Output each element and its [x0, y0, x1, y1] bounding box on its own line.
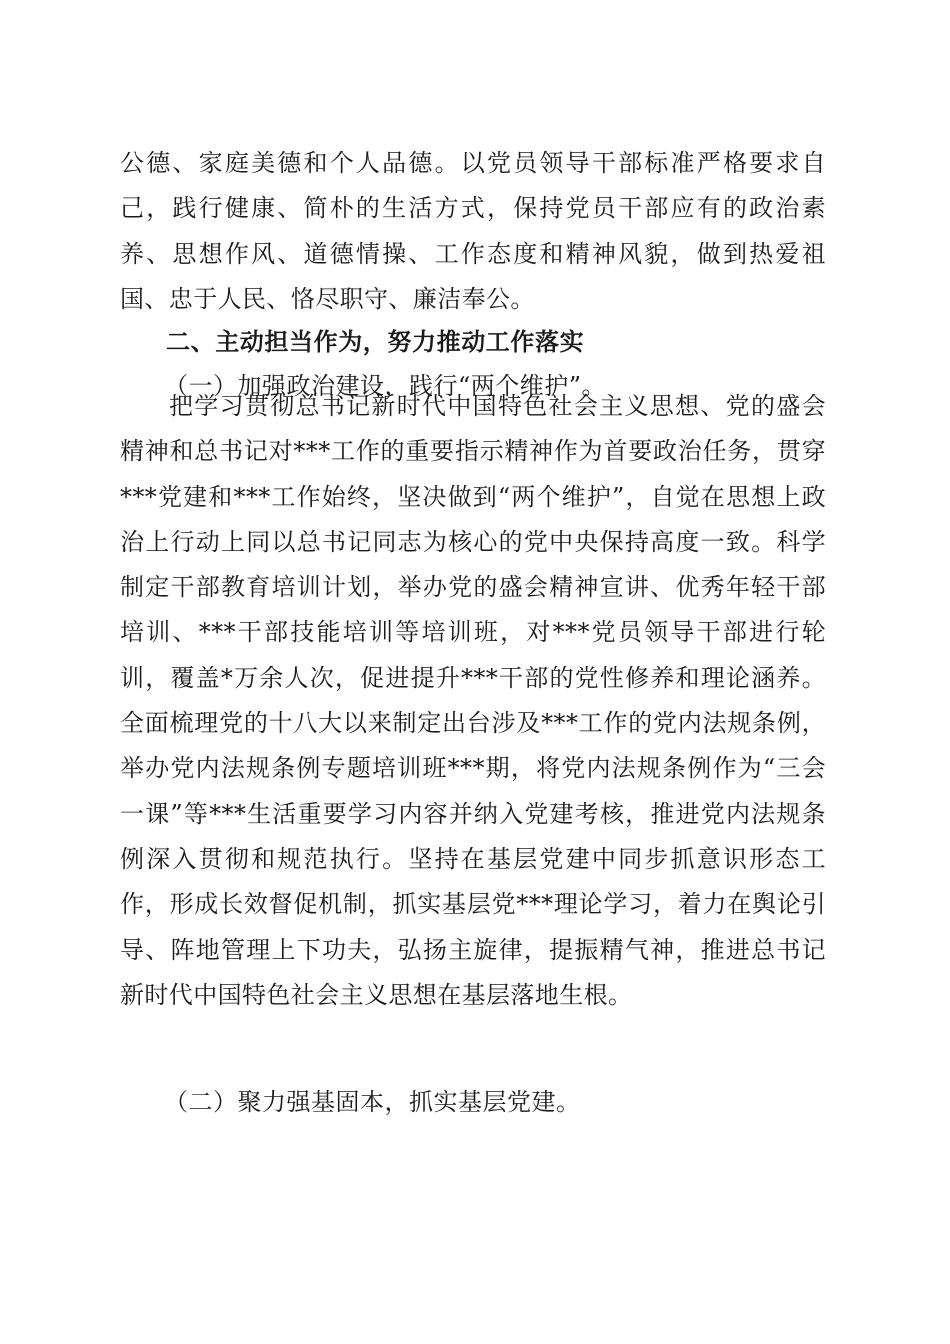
subsection-heading-1: （一）加强政治建设，践行“两个维护”。: [164, 372, 607, 400]
continued-paragraph: 公德、家庭美德和个人品德。以党员领导干部标准严格要求自己，践行健康、简朴的生活方式，保持党员干部应有的政治素养、思想作风、道德情操、工作态度和精神风貌，做到热爱祖国、忠于人民、恪尽职守、廉洁奉公。: [120, 149, 826, 313]
section-heading: 二、主动担当作为，努力推动工作落实: [166, 328, 585, 356]
subsection-1-paragraph: 把学习贯彻总书记新时代中国特色社会主义思想、党的盛会精神和总书记对***工作的重要指示精神作为首要政治任务，贯穿***党建和***工作始终，坚决做到“两个维护”，自觉在思想上政治上行动上同以总书记同志为核心的党中央保持高度一致。科学制定干部教育培训计划，举办党的盛会精神宣讲、优秀年轻干部培训、***干部技能培训等培训班，对***党员领导干部进行轮训，覆盖*万余人次，促进提升***干部的党性修养和理论涵养。全面梳理党的十八大以来制定出台涉及***工作的党内法规条例，举办党内法规条例专题培训班***期，将党内法规条例作为“三会一课”等***生活重要学习内容并纳入党建考核，推进党内法规条例深入贯彻和规范执行。坚持在基层党建中同步抓意识形态工作，形成长效督促机制，抓实基层党***理论学习，着力在舆论引导、阵地管理上下功夫，弘扬主旋律，提振精气神，推进总书记新时代中国特色社会主义思想在基层落地生根。: [120, 392, 826, 1009]
subsection-heading-2: （二）聚力强基固本，抓实基层党建。: [164, 1088, 581, 1116]
